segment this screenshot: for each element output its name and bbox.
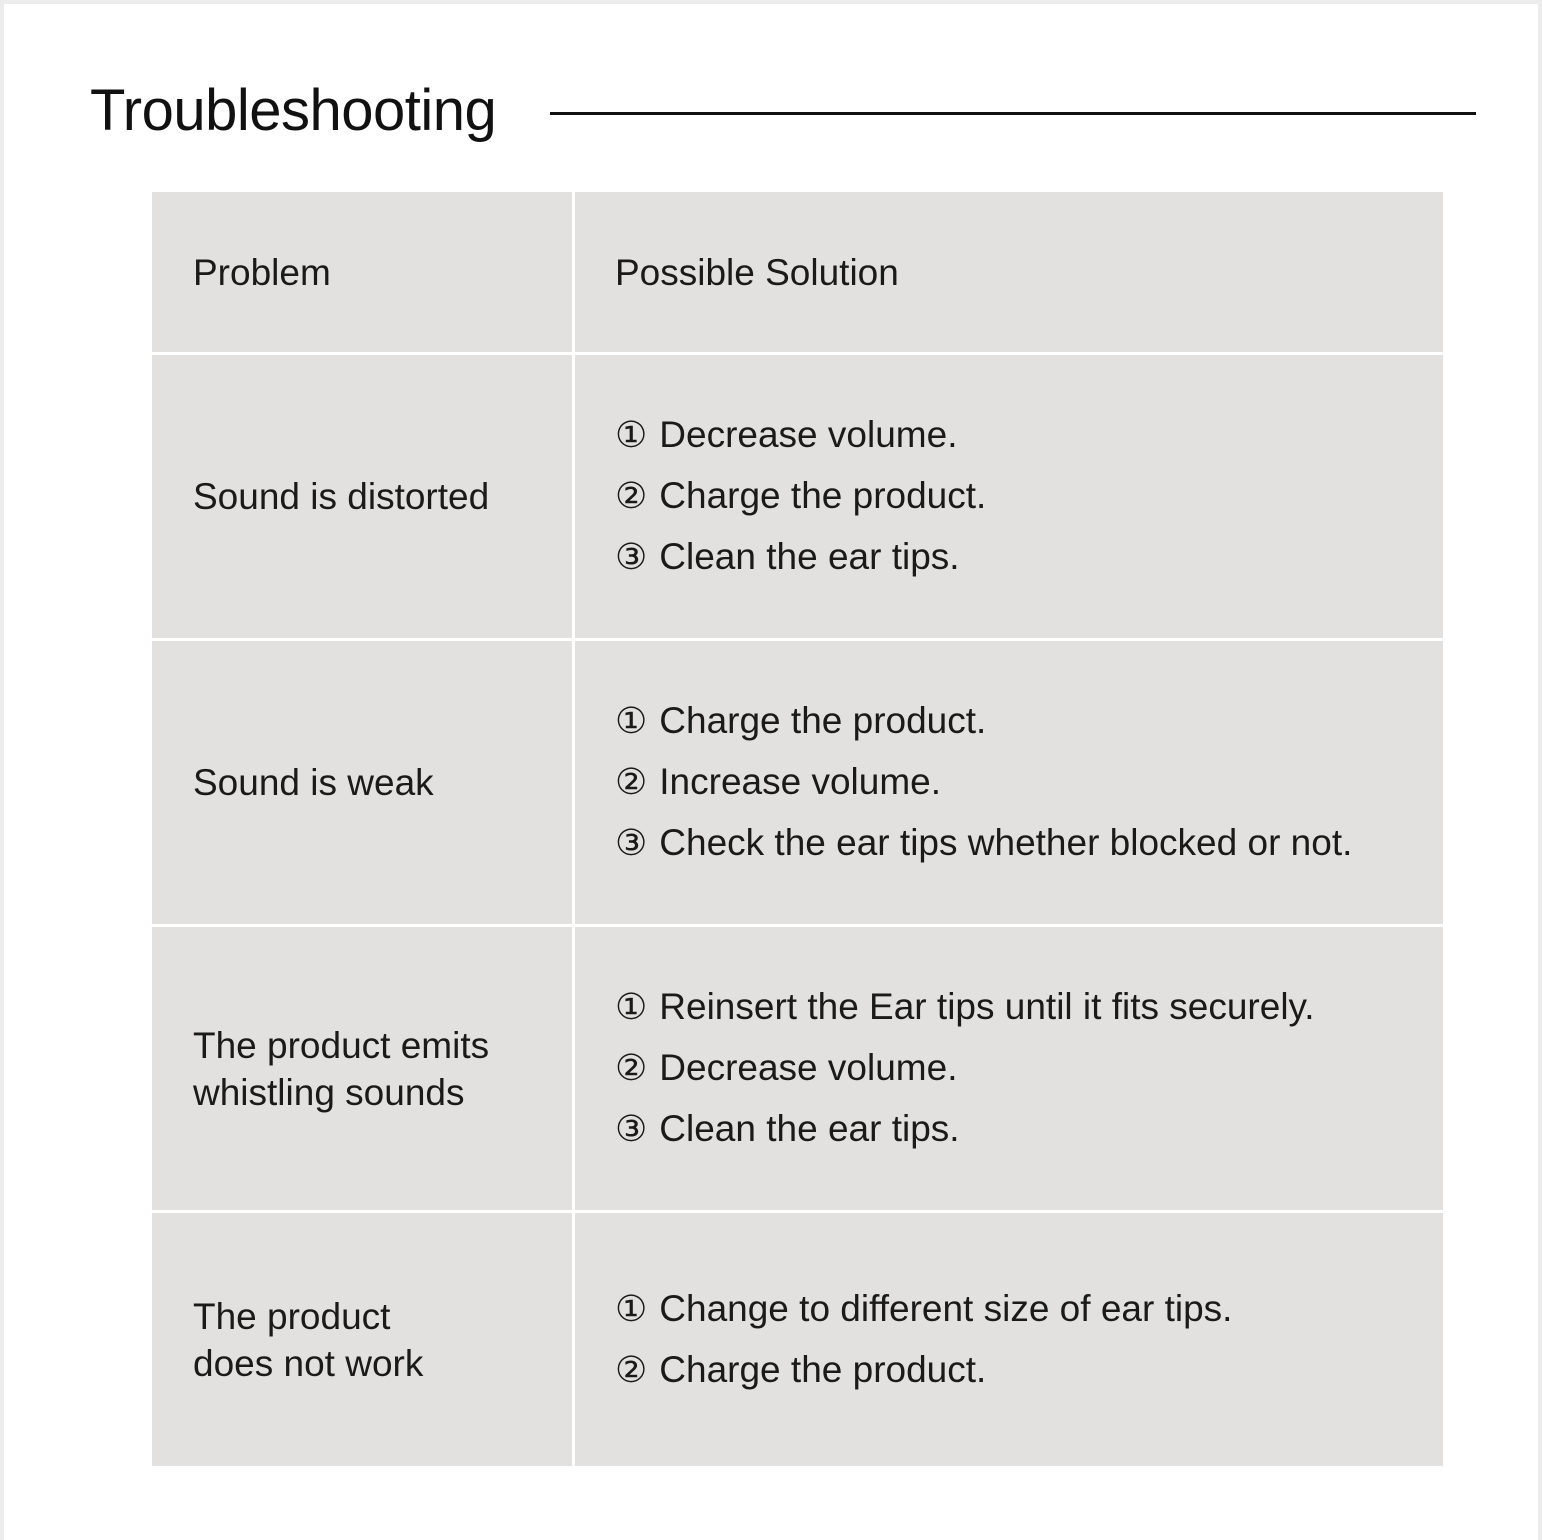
problem-cell — [152, 641, 572, 924]
step-text: Decrease volume. — [659, 414, 958, 455]
table-row — [152, 1213, 1443, 1466]
problem-cell — [152, 1213, 572, 1466]
solution-step — [615, 1279, 1232, 1340]
step-text: Clean the ear tips. — [659, 1108, 960, 1149]
solution-cell — [575, 1213, 1443, 1466]
problem-cell — [152, 355, 572, 638]
problem-text: Sound is distorted — [193, 476, 490, 517]
manual-page — [4, 4, 1538, 1540]
solution-step — [615, 691, 1352, 752]
step-text: Reinsert the Ear tips until it fits securely. — [659, 986, 1315, 1027]
solution-step — [615, 813, 1352, 874]
step-text: Clean the ear tips. — [659, 536, 960, 577]
step-number: ② — [615, 762, 648, 803]
step-number: ③ — [615, 1109, 648, 1150]
step-text: Decrease volume. — [659, 1047, 958, 1088]
solution-step — [615, 1340, 1232, 1401]
step-number: ② — [615, 1048, 648, 1089]
table-row — [152, 355, 1443, 638]
page-title: Troubleshooting — [90, 78, 497, 143]
solution-steps — [615, 405, 986, 588]
solution-steps — [615, 1279, 1232, 1401]
troubleshooting-table — [152, 192, 1443, 1466]
solution-step — [615, 527, 986, 588]
table-row — [152, 927, 1443, 1210]
solution-step — [615, 752, 1352, 813]
step-number: ② — [615, 476, 648, 517]
header-problem-label: Problem — [193, 251, 331, 293]
header-problem-cell — [152, 192, 572, 352]
solution-cell — [575, 355, 1443, 638]
problem-text: The product emits whistling sounds — [193, 1024, 490, 1113]
step-text: Charge the product. — [659, 700, 987, 741]
step-text: Check the ear tips whether blocked or not. — [659, 822, 1353, 863]
step-number: ③ — [615, 537, 648, 578]
solution-step — [615, 466, 986, 527]
solution-cell — [575, 927, 1443, 1210]
step-number: ③ — [615, 823, 648, 864]
step-text: Increase volume. — [659, 761, 942, 802]
header-solution-label: Possible Solution — [615, 251, 899, 293]
solution-step — [615, 1038, 1315, 1099]
step-text: Change to different size of ear tips. — [659, 1287, 1233, 1329]
solution-step — [615, 1099, 1315, 1160]
step-number: ① — [615, 987, 648, 1028]
solution-steps — [615, 691, 1352, 874]
solution-step — [615, 977, 1315, 1038]
table-row — [152, 641, 1443, 924]
header-solution-cell — [575, 192, 1443, 352]
step-number: ① — [615, 701, 648, 742]
problem-text: The product does not work — [193, 1295, 424, 1384]
table-header-row — [152, 192, 1443, 352]
step-number: ① — [615, 415, 648, 456]
step-number: ② — [615, 1349, 648, 1391]
step-text: Charge the product. — [659, 1348, 987, 1390]
problem-text: Sound is weak — [193, 762, 434, 803]
problem-cell — [152, 927, 572, 1210]
step-text: Charge the product. — [659, 475, 987, 516]
step-number: ① — [615, 1288, 648, 1330]
solution-steps — [615, 977, 1315, 1160]
title-divider — [550, 112, 1476, 115]
solution-step — [615, 405, 986, 466]
solution-cell — [575, 641, 1443, 924]
